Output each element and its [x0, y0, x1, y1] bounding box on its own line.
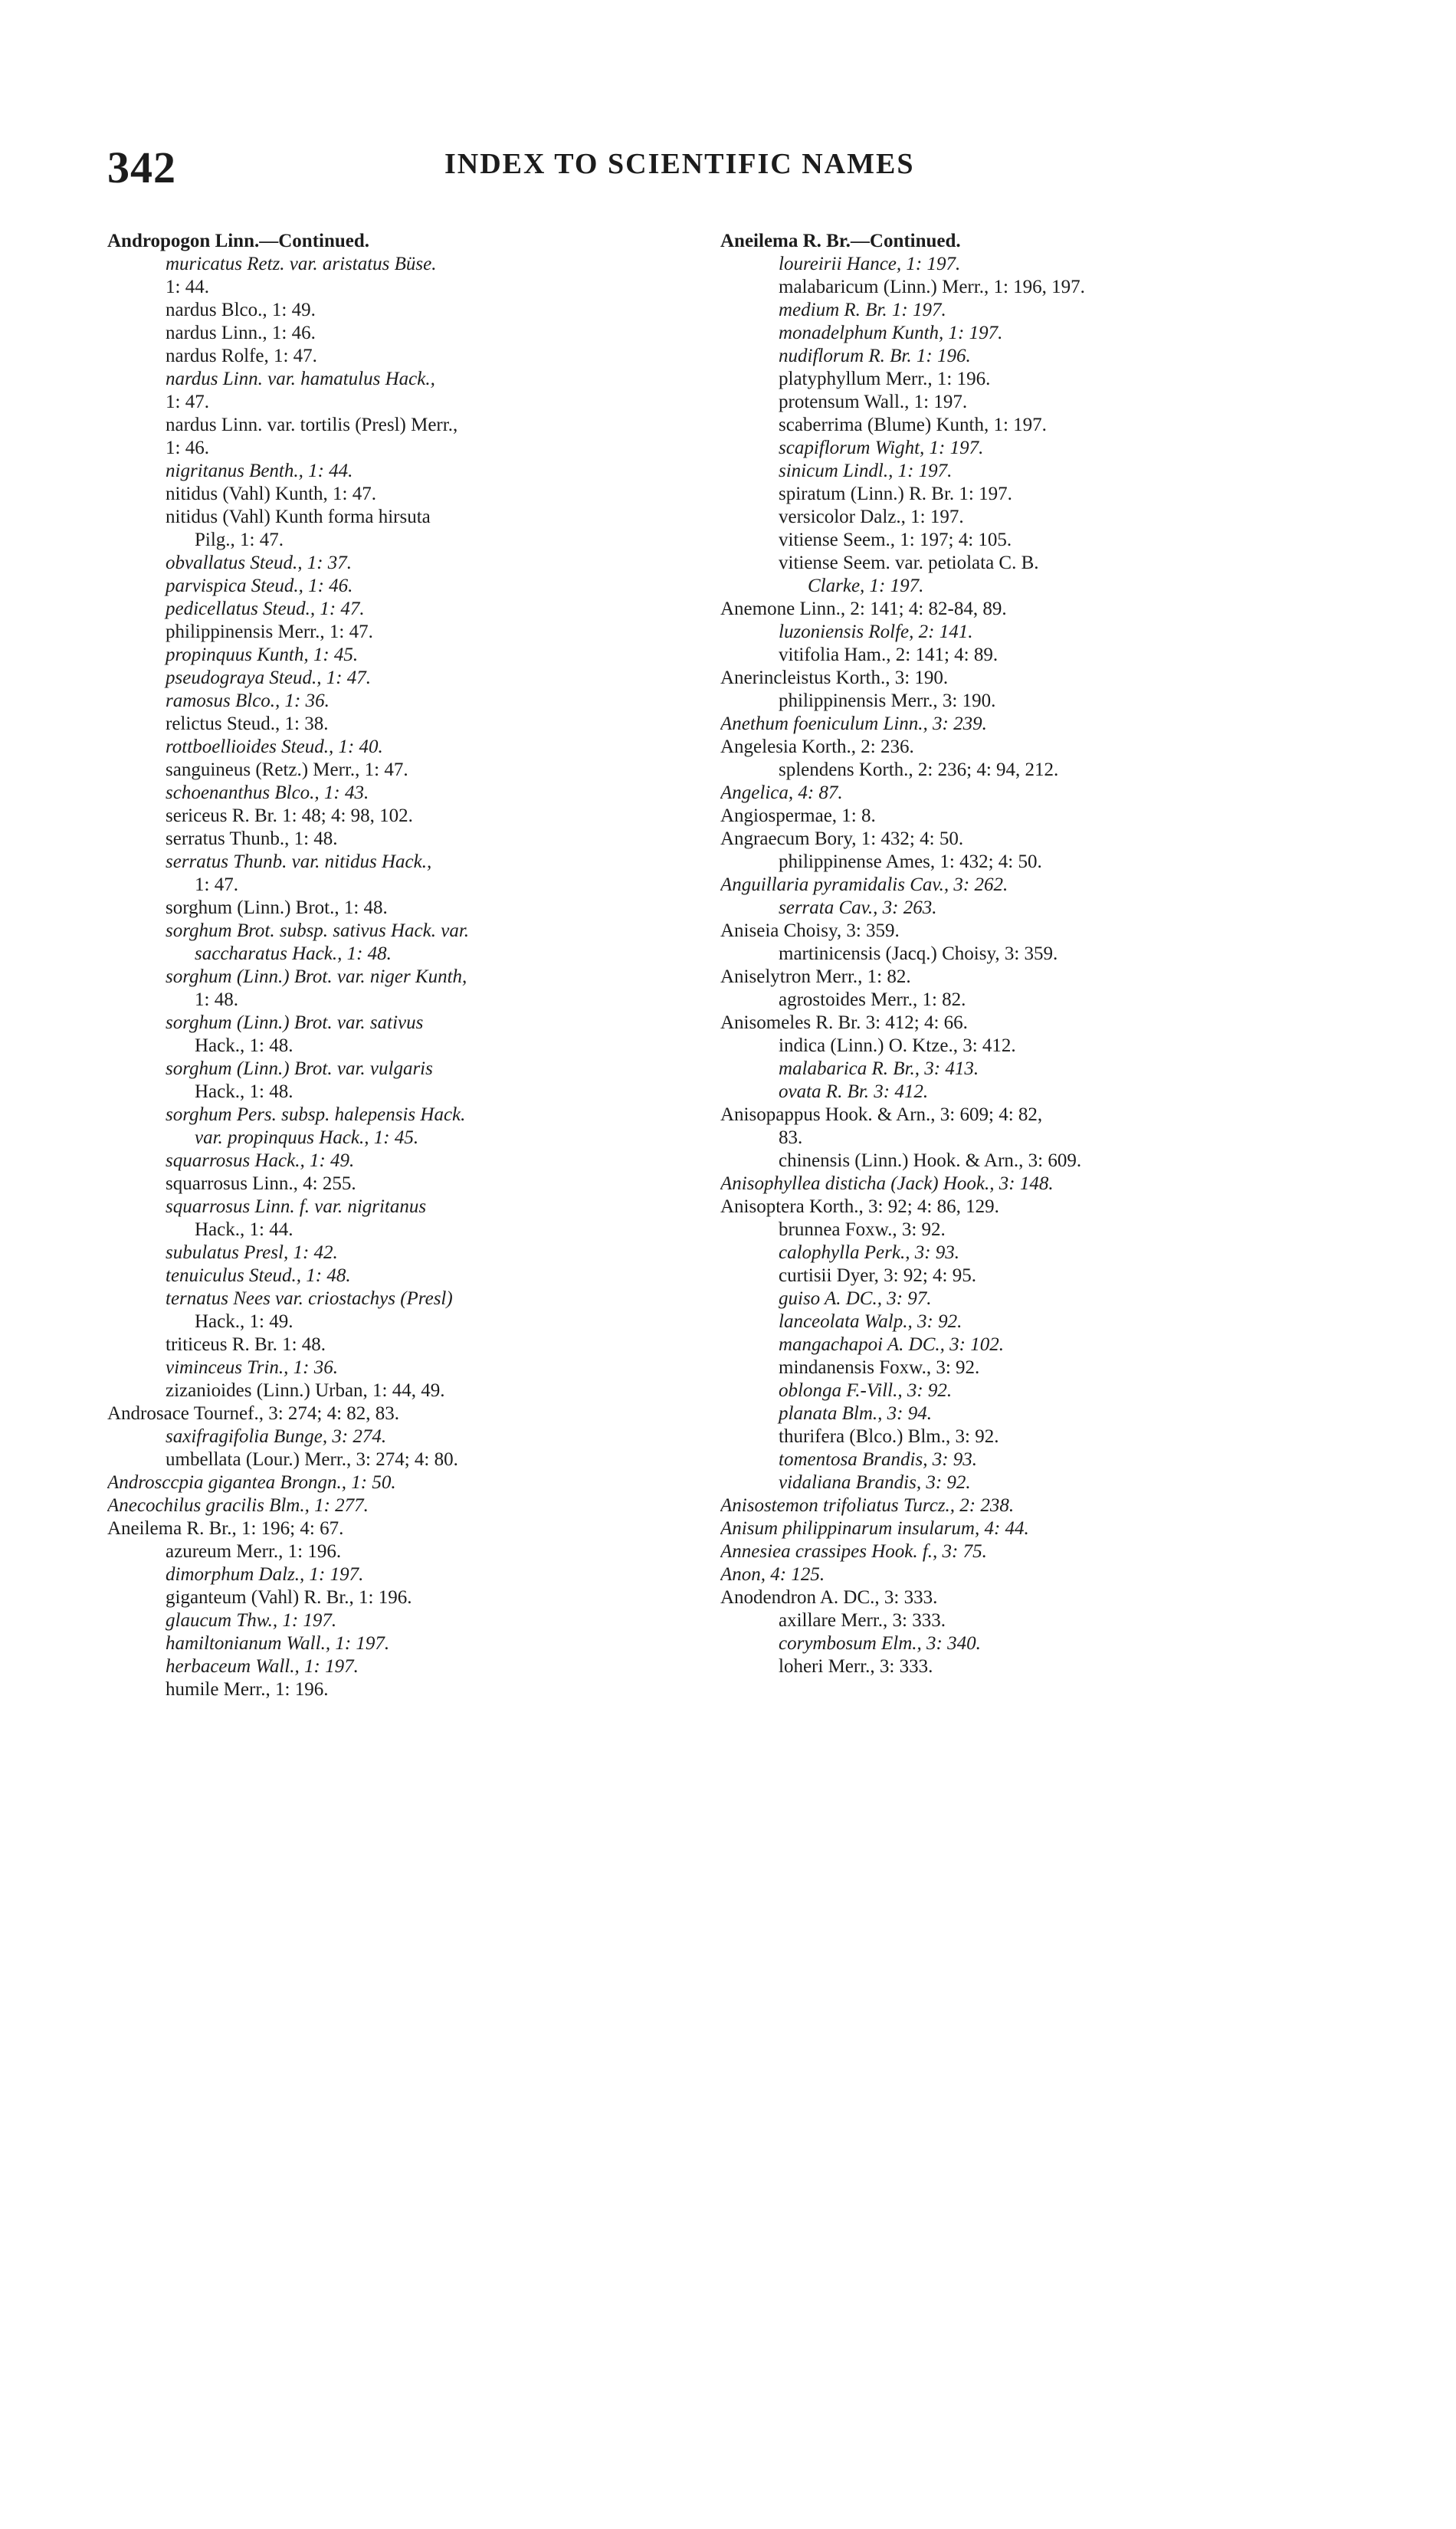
index-entry-genus: Annesiea crassipes Hook. f., 3: 75. [720, 1541, 987, 1562]
index-entry-species: schoenanthus Blco., 1: 43. [166, 782, 369, 803]
index-entry-genus: Anethum foeniculum Linn., 3: 239. [720, 713, 987, 734]
index-entry-species: malabaricum (Linn.) Merr., 1: 196, 197. [779, 277, 1085, 297]
index-entry-species: serratus Thunb. var. nitidus Hack., [166, 851, 432, 872]
index-entry-species: Hack., 1: 48. [195, 1035, 293, 1056]
index-entry-species: 83. [779, 1127, 803, 1148]
index-entry-genus: Angelesia Korth., 2: 236. [720, 736, 914, 757]
index-entry-species: tenuiculus Steud., 1: 48. [166, 1265, 351, 1286]
index-entry-species: 1: 46. [166, 438, 209, 458]
running-head: INDEX TO SCIENTIFIC NAMES [444, 148, 915, 180]
index-entry-species: corymbosum Elm., 3: 340. [779, 1633, 981, 1654]
index-entry-species: nudiflorum R. Br. 1: 196. [779, 346, 971, 366]
index-entry-species: 1: 47. [166, 392, 209, 412]
index-entry-genus: Angiospermae, 1: 8. [720, 805, 876, 826]
index-entry-genus: Anisomeles R. Br. 3: 412; 4: 66. [720, 1012, 968, 1033]
index-entry-species: nardus Linn. var. tortilis (Presl) Merr., [166, 415, 458, 435]
index-entry-species: nardus Linn. var. hamatulus Hack., [166, 369, 435, 389]
page-number: 342 [107, 143, 176, 192]
index-entry-species: serratus Thunb., 1: 48. [166, 828, 338, 849]
index-entry-species: propinquus Kunth, 1: 45. [166, 645, 359, 665]
index-entry-species: philippinensis Merr., 3: 190. [779, 690, 996, 711]
left-column [107, 230, 705, 1701]
index-entry-species: squarrosus Linn., 4: 255. [166, 1173, 356, 1194]
index-entry-species: sorghum (Linn.) Brot. var. vulgaris [166, 1058, 433, 1079]
index-entry-genus: Angelica, 4: 87. [720, 782, 843, 803]
index-entry-genus: Aneilema R. Br., 1: 196; 4: 67. [107, 1518, 344, 1539]
index-entry-species: muricatus Retz. var. aristatus Büse. [166, 254, 437, 274]
index-entry-species: nardus Rolfe, 1: 47. [166, 346, 317, 366]
index-entry-species: tomentosa Brandis, 3: 93. [779, 1449, 978, 1470]
index-entry-genus: Aniseia Choisy, 3: 359. [720, 920, 900, 941]
index-entry-species: oblonga F.-Vill., 3: 92. [779, 1380, 953, 1401]
index-entry-species: saccharatus Hack., 1: 48. [195, 943, 392, 964]
index-entry-species: platyphyllum Merr., 1: 196. [779, 369, 991, 389]
index-entry-species: indica (Linn.) O. Ktze., 3: 412. [779, 1035, 1016, 1056]
index-entry-species: sorghum (Linn.) Brot. var. niger Kunth, [166, 966, 467, 987]
index-entry-species: ternatus Nees var. criostachys (Presl) [166, 1288, 453, 1309]
index-entry-species: sorghum Pers. subsp. halepensis Hack. [166, 1104, 466, 1125]
index-entry-species: umbellata (Lour.) Merr., 3: 274; 4: 80. [166, 1449, 458, 1470]
index-entry-genus: Anguillaria pyramidalis Cav., 3: 262. [720, 874, 1008, 895]
index-entry-genus: Anisophyllea disticha (Jack) Hook., 3: 148. [720, 1173, 1054, 1194]
index-entry-species: philippinensis Merr., 1: 47. [166, 622, 373, 642]
index-entry-species: dimorphum Dalz., 1: 197. [166, 1564, 364, 1585]
index-entry-species: vitifolia Ham., 2: 141; 4: 89. [779, 645, 999, 665]
index-entry-species: subulatus Presl, 1: 42. [166, 1242, 338, 1263]
index-entry-genus: Anodendron A. DC., 3: 333. [720, 1587, 938, 1608]
index-entry-genus: Anisopappus Hook. & Arn., 3: 609; 4: 82, [720, 1104, 1043, 1125]
index-entry-species: medium R. Br. 1: 197. [779, 300, 946, 320]
index-entry-species: curtisii Dyer, 3: 92; 4: 95. [779, 1265, 976, 1286]
index-entry-species: chinensis (Linn.) Hook. & Arn., 3: 609. [779, 1150, 1082, 1171]
right-column [720, 230, 1333, 1678]
index-entry-species: sorghum (Linn.) Brot. var. sativus [166, 1012, 424, 1033]
index-entry-species: squarrosus Hack., 1: 49. [166, 1150, 355, 1171]
index-entry-species: sorghum Brot. subsp. sativus Hack. var. [166, 920, 470, 941]
index-entry-species: luzoniensis Rolfe, 2: 141. [779, 622, 973, 642]
index-entry-genus: Anisoptera Korth., 3: 92; 4: 86, 129. [720, 1196, 999, 1217]
index-entry-species: pseudograya Steud., 1: 47. [166, 668, 372, 688]
index-entry-species: sorghum (Linn.) Brot., 1: 48. [166, 897, 388, 918]
index-entry-genus: Anemone Linn., 2: 141; 4: 82-84, 89. [720, 599, 1007, 619]
index-entry-species: thurifera (Blco.) Blm., 3: 92. [779, 1426, 999, 1447]
index-entry-species: calophylla Perk., 3: 93. [779, 1242, 960, 1263]
index-entry-species: nitidus (Vahl) Kunth, 1: 47. [166, 484, 376, 504]
index-entry-species: rottboellioides Steud., 1: 40. [166, 736, 383, 757]
index-entry-species: Hack., 1: 48. [195, 1081, 293, 1102]
index-entry-species: 1: 44. [166, 277, 209, 297]
index-entry-species: brunnea Foxw., 3: 92. [779, 1219, 946, 1240]
index-entry-species: hamiltonianum Wall., 1: 197. [166, 1633, 390, 1654]
index-entry-species: loureirii Hance, 1: 197. [779, 254, 961, 274]
index-entry-species: pedicellatus Steud., 1: 47. [166, 599, 365, 619]
index-entry-genus: Anecochilus gracilis Blm., 1: 277. [107, 1495, 369, 1516]
index-entry-species: vitiense Seem., 1: 197; 4: 105. [779, 530, 1012, 550]
index-entry-species: sinicum Lindl., 1: 197. [779, 461, 953, 481]
index-entry-species: guiso A. DC., 3: 97. [779, 1288, 932, 1309]
index-entry-species: glaucum Thw., 1: 197. [166, 1610, 337, 1631]
index-entry-species: mindanensis Foxw., 3: 92. [779, 1357, 980, 1378]
index-entry-genus: Andropogon Linn.—Continued. [107, 231, 370, 251]
index-entry-species: martinicensis (Jacq.) Choisy, 3: 359. [779, 943, 1058, 964]
index-entry-species: nigritanus Benth., 1: 44. [166, 461, 353, 481]
index-entry-species: azureum Merr., 1: 196. [166, 1541, 342, 1562]
index-entry-species: ovata R. Br. 3: 412. [779, 1081, 929, 1102]
index-entry-species: serrata Cav., 3: 263. [779, 897, 937, 918]
index-entry-species: Pilg., 1: 47. [195, 530, 284, 550]
index-entry-species: axillare Merr., 3: 333. [779, 1610, 946, 1631]
index-entry-species: zizanioides (Linn.) Urban, 1: 44, 49. [166, 1380, 445, 1401]
index-entry-species: planata Blm., 3: 94. [779, 1403, 932, 1424]
index-entry-species: sericeus R. Br. 1: 48; 4: 98, 102. [166, 805, 413, 826]
index-entry-species: 1: 47. [195, 874, 238, 895]
index-entry-species: versicolor Dalz., 1: 197. [779, 507, 964, 527]
index-entry-species: agrostoides Merr., 1: 82. [779, 989, 966, 1010]
index-entry-genus: Anon, 4: 125. [720, 1564, 825, 1585]
index-entry-species: nardus Linn., 1: 46. [166, 323, 316, 343]
index-entry-genus: Aneilema R. Br.—Continued. [720, 231, 961, 251]
index-entry-species: 1: 48. [195, 989, 238, 1010]
index-entry-genus: Anisostemon trifoliatus Turcz., 2: 238. [720, 1495, 1015, 1516]
index-entry-species: Clarke, 1: 197. [808, 576, 924, 596]
index-entry-species: Hack., 1: 44. [195, 1219, 293, 1240]
index-entry-species: var. propinquus Hack., 1: 45. [195, 1127, 419, 1148]
index-entry-species: loheri Merr., 3: 333. [779, 1656, 933, 1677]
index-entry-species: saxifragifolia Bunge, 3: 274. [166, 1426, 387, 1447]
index-entry-species: mangachapoi A. DC., 3: 102. [779, 1334, 1004, 1355]
index-entry-species: parvispica Steud., 1: 46. [166, 576, 353, 596]
index-entry-genus: Androsccpia gigantea Brongn., 1: 50. [107, 1472, 396, 1493]
index-entry-species: triticeus R. Br. 1: 48. [166, 1334, 326, 1355]
index-entry-genus: Angraecum Bory, 1: 432; 4: 50. [720, 828, 964, 849]
index-entry-species: humile Merr., 1: 196. [166, 1679, 329, 1700]
index-entry-genus: Anerincleistus Korth., 3: 190. [720, 668, 949, 688]
index-entry-genus: Androsace Tournef., 3: 274; 4: 82, 83. [107, 1403, 400, 1424]
index-entry-species: sanguineus (Retz.) Merr., 1: 47. [166, 759, 408, 780]
index-entry-species: obvallatus Steud., 1: 37. [166, 553, 353, 573]
index-entry-species: spiratum (Linn.) R. Br. 1: 197. [779, 484, 1012, 504]
index-entry-species: vitiense Seem. var. petiolata C. B. [779, 553, 1039, 573]
index-entry-species: giganteum (Vahl) R. Br., 1: 196. [166, 1587, 412, 1608]
index-entry-species: nitidus (Vahl) Kunth forma hirsuta [166, 507, 431, 527]
index-entry-species: lanceolata Walp., 3: 92. [779, 1311, 962, 1332]
index-entry-species: herbaceum Wall., 1: 197. [166, 1656, 359, 1677]
index-entry-species: protensum Wall., 1: 197. [779, 392, 968, 412]
index-entry-species: philippinense Ames, 1: 432; 4: 50. [779, 851, 1042, 872]
index-entry-species: malabarica R. Br., 3: 413. [779, 1058, 979, 1079]
index-entry-genus: Anisum philippinarum insularum, 4: 44. [720, 1518, 1029, 1539]
index-entry-species: ramosus Blco., 1: 36. [166, 690, 330, 711]
index-entry-species: squarrosus Linn. f. var. nigritanus [166, 1196, 427, 1217]
index-entry-species: viminceus Trin., 1: 36. [166, 1357, 338, 1378]
index-entry-genus: Aniselytron Merr., 1: 82. [720, 966, 911, 987]
index-entry-species: vidaliana Brandis, 3: 92. [779, 1472, 971, 1493]
index-entry-species: scapiflorum Wight, 1: 197. [779, 438, 984, 458]
index-entry-species: monadelphum Kunth, 1: 197. [779, 323, 1003, 343]
index-entry-species: relictus Steud., 1: 38. [166, 713, 329, 734]
index-entry-species: scaberrima (Blume) Kunth, 1: 197. [779, 415, 1047, 435]
index-entry-species: Hack., 1: 49. [195, 1311, 293, 1332]
index-entry-species: nardus Blco., 1: 49. [166, 300, 316, 320]
index-entry-species: splendens Korth., 2: 236; 4: 94, 212. [779, 759, 1059, 780]
